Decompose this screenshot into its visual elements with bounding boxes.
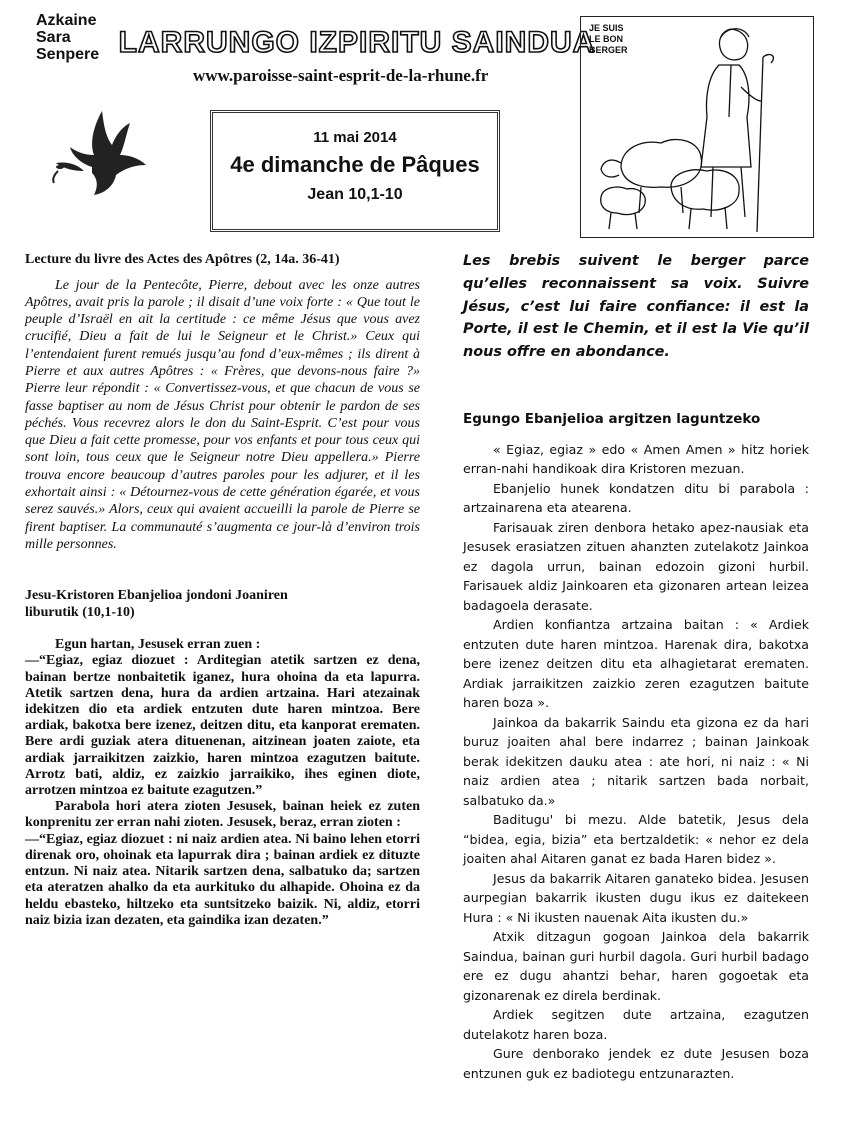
- reading-text: Le jour de la Pentecôte, Pierre, debout avec les onze autres Apôtres, avait pris la parole ; il disait d’une voix forte : « Que tout le peuple d’Israël en ait la certitude : ce même Jésus que vous avez crucifié, Dieu a fait de lui le Seigneur et le Christ.» Ceux qui l’entendaient furent remués jusqu’au fond d’eux-mêmes ; ils dirent à Pierre et aux autres Apôtres : « Frères, que devons-nous faire ?» Pierre leur répondit : « Convertissez-vous, et que chacun de vous se fasse baptiser au nom de Jésus Christ pour obtenir le pardon de ses péchés. Vous recevrez alors le don du Saint-Esprit. C’est pour vous que Dieu a fait cette promesse, pour vos enfants et pour tous ceux qui sont loin, tous ceux que le Seigneur notre Dieu appellera.» Pierre trouva encore beaucoup d’autres paroles pour les adjurer, et il les exhortait ainsi : « Détournez-vous de cette génération égarée, et vous serez sauvés.» Alors, ceux qui avaient accueilli la parole de Pierre se firent baptiser. La communauté s’augmenta ce jour-là d’environ trois mille personnes.: [25, 277, 420, 552]
- commentary-paragraph: Jainkoa da bakarrik Saindu eta gizona ez da hari buruz joaiten ahal bere indarrez ; bainan Jainkoak berak idekitzen dauku atea : ate hori, ni naiz : « Ni naiz ardien atea ; nitarik sartzen bada norbait, salbatuko da.»: [463, 714, 809, 808]
- caption-line: BERGER: [589, 45, 628, 55]
- commentary-paragraph: Ebanjelio hunek kondatzen ditu bi parabola : artzainarena eta atearena.: [463, 480, 809, 516]
- date-box: [210, 110, 500, 232]
- parish-website: www.paroisse-saint-esprit-de-la-rhune.fr: [193, 66, 489, 85]
- village-name: Sara: [36, 29, 71, 46]
- reading-title: Lecture du livre des Actes des Apôtres (2, 14a. 36-41): [25, 252, 340, 267]
- commentary-paragraph: Atxik ditzagun gogoan Jainkoa dela bakarrik Saindua, bainan guri hurbil dagola. Guri hurbil badago ere ez dugu ahantzi behar, haren gogoetak eta gizonarenak ez direla berdinak.: [463, 929, 809, 1003]
- parish-name: LARRUNGO IZPIRITU SAINDUA: [118, 26, 596, 59]
- caption-line: JE SUIS: [589, 23, 624, 33]
- commentary-title: Egungo Ebanjelioa argitzen laguntzeko: [463, 410, 761, 427]
- left-column: [25, 252, 420, 929]
- commentary-paragraph: Ardien konfiantza artzaina baitan : « Ardiek entzuten dute haren mintzoa. Harenak dira, bakotxa bere izenez deitzen ditu eta alhagietarat erematen. Ardiak jarraikitzen zaizkio zeren ezagutzen baitute haren boza ».: [463, 617, 809, 711]
- good-shepherd-illustration: [580, 16, 814, 238]
- gospel-reference: Jean 10,1-10: [307, 186, 403, 203]
- commentary-paragraph: Ardiek segitzen dute artzaina, ezagutzen dutelakotz haren boza.: [463, 1007, 809, 1042]
- dove-icon: [50, 105, 150, 205]
- gospel-title-line: Jesu-Kristoren Ebanjelioa jondoni Joaniren: [25, 588, 288, 604]
- mass-date: 11 mai 2014: [313, 129, 397, 146]
- intro-summary: Les brebis suivent le berger parce qu’elles reconnaissent sa voix. Suivre Jésus, c’est lui faire confiance: il est la Porte, il est le Chemin, et il est la Vie qu’il nous offre en abondance.: [463, 253, 809, 361]
- commentary-paragraph: Gure denborako jendek ez dute Jesusen boza entzunen guk ez badiotegu entzunarazten.: [463, 1046, 809, 1081]
- village-name: Azkaine: [36, 12, 97, 29]
- commentary-paragraph: « Egiaz, egiaz » edo « Amen Amen » hitz horiek erran-nahi handikoak dira Kristoren mezuan.: [463, 441, 809, 477]
- village-names: [36, 12, 99, 63]
- shepherd-drawing: [581, 17, 812, 236]
- commentary-paragraph: Jesus da bakarrik Aitaren ganateko bidea. Jesusen aurpegian bakarrik ikusten dugu ikus ez daitekeen Hura : « Ni ikusten nauenak Aita ikusten du.»: [463, 870, 809, 925]
- commentary-text: [463, 440, 809, 1084]
- gospel-paragraph: —“Egiaz, egiaz diozuet : Arditegian atetik sartzen ez dena, bainan bertze nonbaitetik iganez, hura ohoina da eta lapurra. Atetik sartzen dena, hura da ardien artzaina. Hari atezainak idekitzen dio eta ardiek entzuten dute haren mintzoa. Bere ardiak, bakotxa bere izenez, deitzen ditu, eta kanporat erematen. Bere ardi guziak atera dituenenan, aitzinean joaten zaiote, eta ardiak jarraikitzen zaizkio, haren mintzoa ezagutzen baitute. Arrotz bati, aldiz, ez zaizkio jarraikiko, ihes eginen diote, arrotzen mintzoa ez baitute ezagutzen.”: [25, 653, 420, 799]
- sunday-title: 4e dimanche de Pâques: [230, 152, 480, 177]
- gospel-paragraph: —“Egiaz, egiaz diozuet : ni naiz ardien atea. Ni baino lehen etorri direnak oro, ohoinak eta lapurrak dira ; bainan ardiek ez dituzte entzun. Ni naiz atea. Nitarik sartzen dena, salbatuko da; sartzen eta ateratzen ahalko da eta aurkituko du alhapide. Ohoina ez da heldu ebasteko, hiltzeko eta suntsitzeko baizik. Ni, aldiz, etorri naiz bizia izan dezaten, eta gaindika izan dezaten.”: [25, 831, 420, 928]
- commentary-paragraph: Farisauak ziren denbora hetako apez-nausiak eta Jesusek erasiatzen zituen ahanzten zutelakotz Jainkoa ez dagola urrun, bainan edozoin gizoni hurbil. Farisauek aldiz Jainkoaren eta gizonaren artean leizea badagoela derasate.: [463, 519, 809, 613]
- gospel-text: [25, 637, 420, 929]
- caption-line: LE BON: [589, 34, 624, 44]
- right-column: [463, 250, 809, 1083]
- gospel-title: [25, 588, 420, 621]
- commentary-paragraph: Badituguꞌ bi mezu. Alde batetik, Jesus dela “bidea, egia, bizia” eta bertzaldetik: « nehor ez dela joaiten ahal Aitaren ganat ez bada Haren bidez ».: [463, 812, 809, 867]
- village-name: Senpere: [36, 46, 100, 63]
- parish-title-banner: [118, 14, 596, 62]
- gospel-paragraph: Parabola hori atera zioten Jesusek, bainan heiek ez zuten konprenitu zer erran nahi zioten. Jesusek, beraz, erran zioten :: [25, 799, 420, 831]
- gospel-paragraph: Egun hartan, Jesusek erran zuen :: [55, 637, 261, 653]
- gospel-title-line: liburutik (10,1-10): [25, 604, 135, 620]
